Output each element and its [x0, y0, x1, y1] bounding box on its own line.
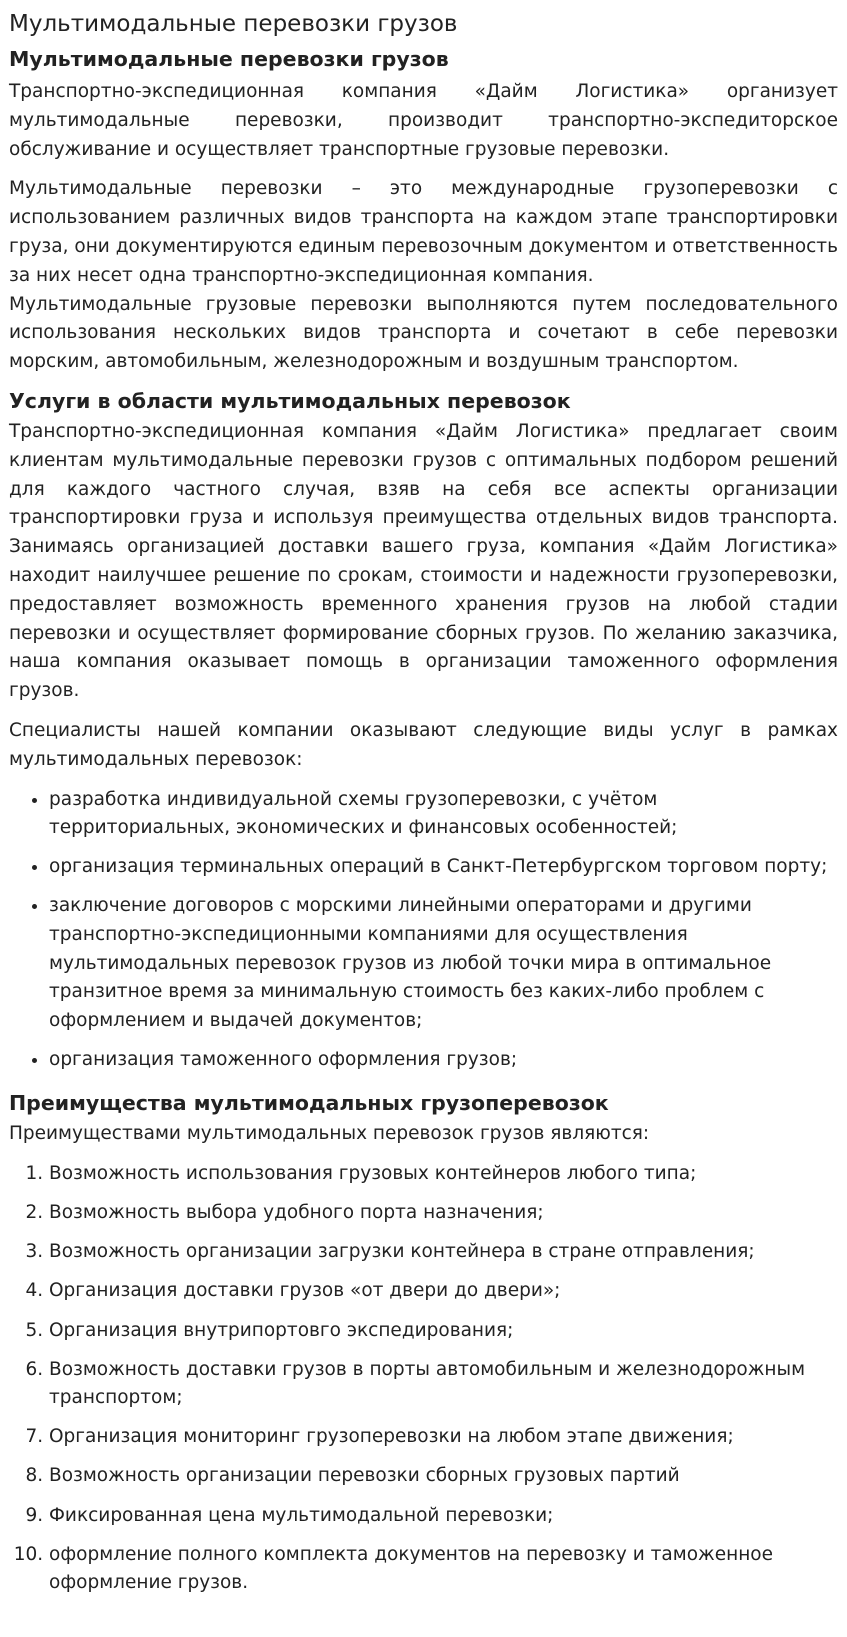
list-item: 7. Организация мониторинг грузоперевозки на любом этапе движения;	[49, 1423, 838, 1452]
advantages-section	[9, 1088, 838, 1597]
list-item: • организация таможенного оформления грузов;	[49, 1046, 838, 1075]
intro-heading: Мультимодальные перевозки грузов	[9, 47, 449, 71]
list-item: • заключение договоров с морскими линейными операторами и другими транспортно-экспедиционными компаниями для осуществления мультимодальных перевозок грузов из любой точки мира в оптимальное транзитное время за минимальную стоимость без каких-либо проблем с оформлением и выдачей документов;	[49, 892, 838, 1035]
page-title: Мультимодальные перевозки грузов	[9, 11, 458, 37]
intro-paragraph: Мультимодальные грузовые перевозки выполняются путем последовательного использования нескольких видов транспорта и сочетают в себе перевозки морским, автомобильным, железнодорожным и воздушным транспортом.	[9, 293, 838, 373]
list-item: • организация терминальных операций в Санкт-Петербургском торговом порту;	[49, 853, 838, 882]
list-item: 6. Возможность доставки грузов в порты автомобильным и железнодорожным транспортом;	[49, 1356, 838, 1413]
list-item: 8. Возможность организации перевозки сборных грузовых партий	[49, 1462, 838, 1491]
advantages-heading: Преимущества мультимодальных грузоперевозок	[9, 1091, 609, 1116]
services-paragraph: Транспортно-экспедиционная компания «Дайм Логистика» предлагает своим клиентам мультимодальные перевозки грузов с оптимальных подбором решений для каждого частного случая, взяв на себя все аспекты организации транспортировки груза и используя преимущества отдельных видов транспорта. Занимаясь организацией доставки вашего груза, компания «Дайм Логистика» находит наилучшее решение по срокам, стоимости и надежности грузоперевозки, предоставляет возможность временного хранения грузов на любой стадии перевозки и осуществляет формирование сборных грузов. По желанию заказчика, наша компания оказывает помощь в организации таможенного оформления грузов.	[9, 420, 838, 702]
list-item: 5. Организация внутрипортовго экспедирования;	[49, 1317, 838, 1346]
services-heading: Услуги в области мультимодальных перевозок	[9, 388, 571, 413]
intro-paragraph: Транспортно-экспедиционная компания «Дайм Логистика» организует мультимодальные перевозки, производит транспортно-экспедиторское обслуживание и осуществляет транспортные грузовые перевозки.	[9, 81, 838, 160]
advantages-intro: Преимуществами мультимодальных перевозок грузов являются:	[9, 1123, 650, 1145]
intro-paragraph: Мультимодальные перевозки – это международные грузоперевозки с использованием различных видов транспорта на каждом этапе транспортировки груза, они документируются единым перевозочным документом и ответственность за них несет одна транспортно-экспедиционная компания.	[9, 178, 838, 286]
advantages-list	[9, 1160, 838, 1598]
services-section	[9, 386, 838, 1074]
list-item: 3. Возможность организации загрузки контейнера в стране отправления;	[49, 1238, 838, 1267]
list-item: • разработка индивидуальной схемы грузоперевозки, с учётом территориальных, экономических и финансовых особенностей;	[49, 786, 838, 843]
services-list	[9, 786, 838, 1075]
list-item: 9. Фиксированная цена мультимодальной перевозки;	[49, 1502, 838, 1531]
list-item: 2. Возможность выбора удобного порта назначения;	[49, 1199, 838, 1228]
list-item: 4. Организация доставки грузов «от двери до двери»;	[49, 1277, 838, 1306]
list-item: 10. оформление полного комплекта документов на перевозку и таможенное оформление грузов.	[49, 1541, 838, 1598]
services-paragraph: Специалисты нашей компании оказывают следующие виды услуг в рамках мультимодальных перевозок:	[9, 719, 838, 770]
intro-section	[9, 44, 838, 377]
list-item: 1. Возможность использования грузовых контейнеров любого типа;	[49, 1160, 838, 1189]
